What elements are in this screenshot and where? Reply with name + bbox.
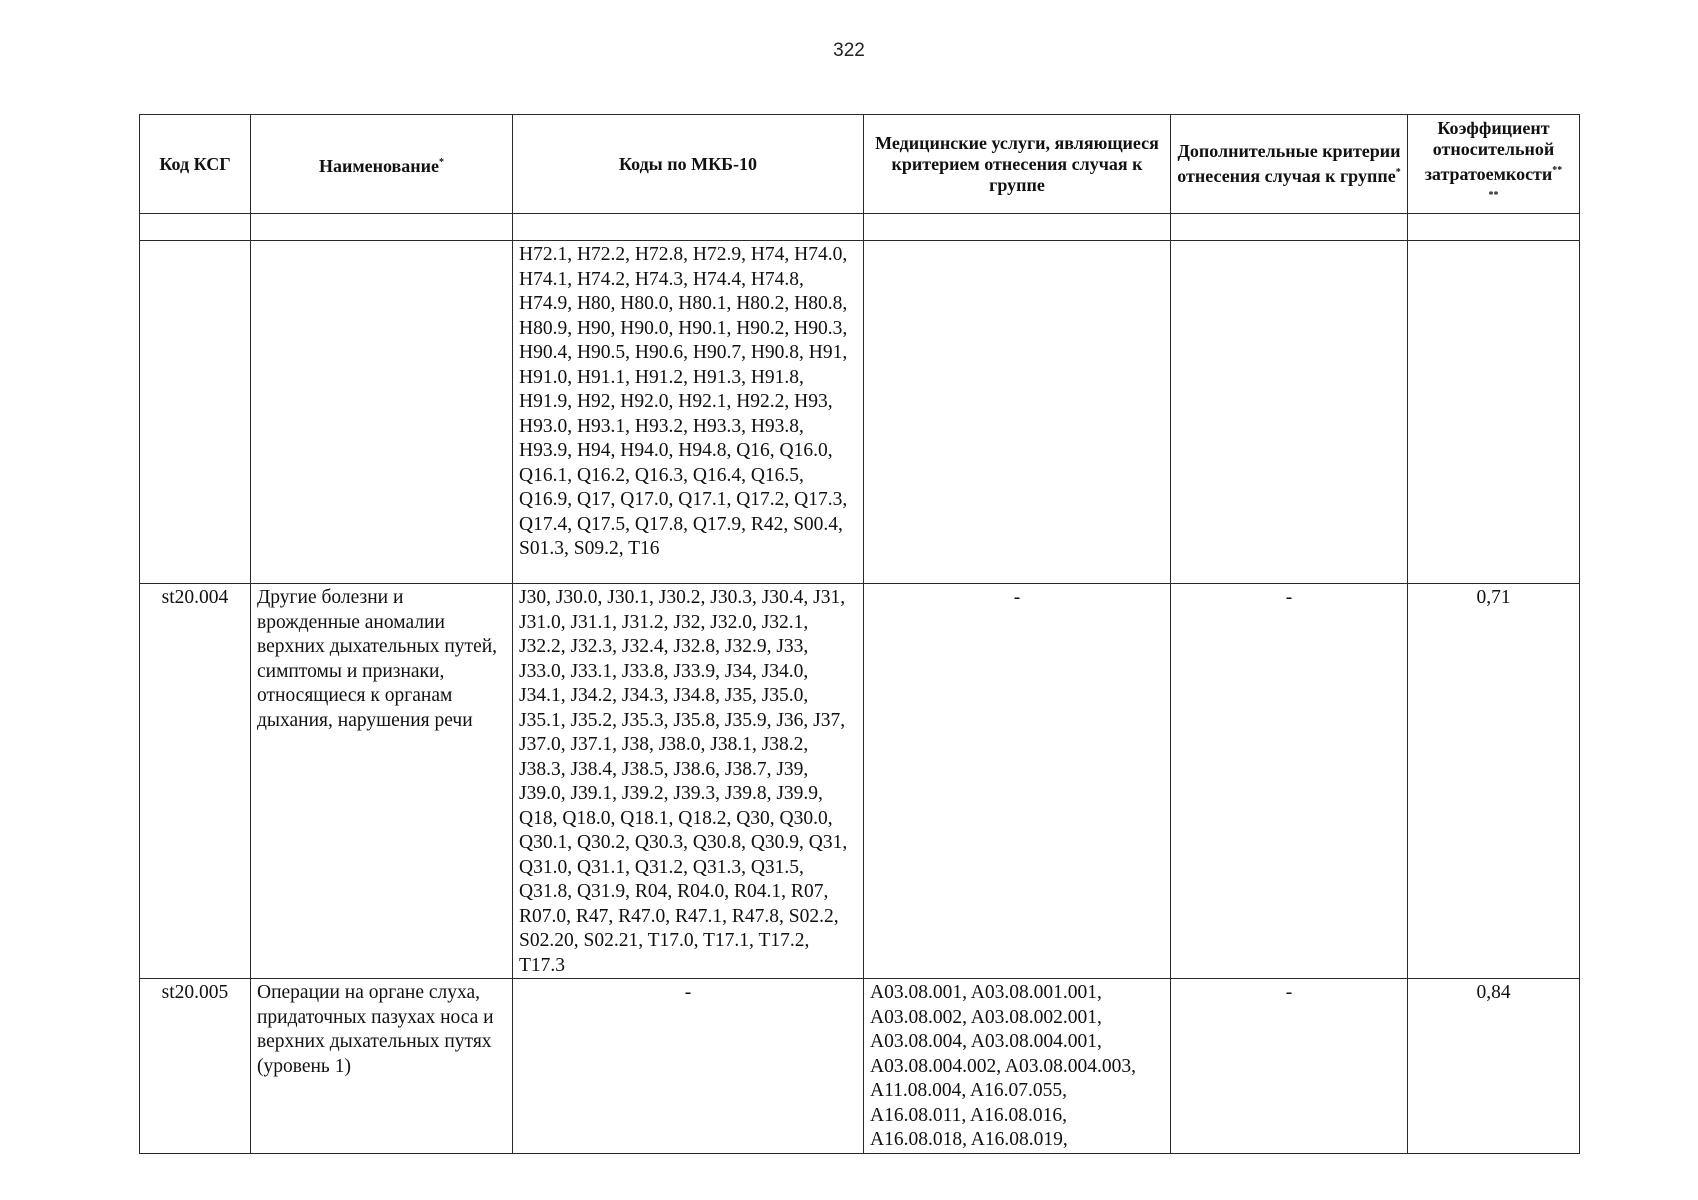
cell-code: st20.005	[140, 979, 251, 1154]
cell-services	[864, 241, 1171, 584]
cell-name: Другие болезни и врожденные аномалии верхних дыхательных путей, симптомы и признаки, относящиеся к органам дыхания, нарушения речи	[251, 584, 513, 979]
cell-name	[251, 241, 513, 584]
table-row	[140, 979, 1580, 1154]
header-icd-codes: Коды по МКБ-10	[513, 115, 864, 214]
footnote-mark: **	[1488, 190, 1499, 201]
header-services: Медицинские услуги, являющиеся критерием отнесения случая к группе	[864, 115, 1171, 214]
cell-extra-criteria	[1171, 241, 1408, 584]
table-row	[140, 584, 1580, 979]
cell-coefficient	[1408, 241, 1580, 584]
cell-name: Операции на органе слуха, придаточных пазухах носа и верхних дыхательных путях (уровень 1)	[251, 979, 513, 1154]
cell-code: st20.004	[140, 584, 251, 979]
cell-coefficient: 0,71	[1408, 584, 1580, 979]
footnote-mark: *	[1395, 167, 1401, 178]
table-row	[140, 241, 1580, 584]
footnote-mark: *	[439, 156, 444, 168]
header-extra-criteria: Дополнительные критерии отнесения случая к группе*	[1171, 115, 1408, 214]
spacer-row	[140, 214, 1580, 241]
header-row	[140, 115, 1580, 214]
cell-coefficient: 0,84	[1408, 979, 1580, 1154]
cell-extra-criteria: -	[1171, 979, 1408, 1154]
header-coefficient: Коэффициент относительной затратоемкости** **	[1408, 115, 1580, 214]
cell-extra-criteria: -	[1171, 584, 1408, 979]
header-code: Код КСГ	[140, 115, 251, 214]
ksg-table	[139, 114, 1580, 1154]
cell-services: A03.08.001, A03.08.001.001, A03.08.002, A03.08.002.001, A03.08.004, A03.08.004.001, A03.08.004.002, A03.08.004.003, A11.08.004, A16.07.055, A16.08.011, A16.08.016, A16.08.018, A16.08.019,	[864, 979, 1171, 1154]
cell-icd-codes: H72.1, H72.2, H72.8, H72.9, H74, H74.0, H74.1, H74.2, H74.3, H74.4, H74.8, H74.9, H80, H80.0, H80.1, H80.2, H80.8, H80.9, H90, H90.0, H90.1, H90.2, H90.3, H90.4, H90.5, H90.6, H90.7, H90.8, H91, H91.0, H91.1, H91.2, H91.3, H91.8, H91.9, H92, H92.0, H92.1, H92.2, H93, H93.0, H93.1, H93.2, H93.3, H93.8, H93.9, H94, H94.0, H94.8, Q16, Q16.0, Q16.1, Q16.2, Q16.3, Q16.4, Q16.5, Q16.9, Q17, Q17.0, Q17.1, Q17.2, Q17.3, Q17.4, Q17.5, Q17.8, Q17.9, R42, S00.4, S01.3, S09.2, T16	[513, 241, 864, 584]
cell-icd-codes: -	[513, 979, 864, 1154]
page-number: 322	[833, 40, 865, 61]
header-name: Наименование*	[251, 115, 513, 214]
cell-icd-codes: J30, J30.0, J30.1, J30.2, J30.3, J30.4, J31, J31.0, J31.1, J31.2, J32, J32.0, J32.1, J32.2, J32.3, J32.4, J32.8, J32.9, J33, J33.0, J33.1, J33.8, J33.9, J34, J34.0, J34.1, J34.2, J34.3, J34.8, J35, J35.0, J35.1, J35.2, J35.3, J35.8, J35.9, J36, J37, J37.0, J37.1, J38, J38.0, J38.1, J38.2, J38.3, J38.4, J38.5, J38.6, J38.7, J39, J39.0, J39.1, J39.2, J39.3, J39.8, J39.9, Q18, Q18.0, Q18.1, Q18.2, Q30, Q30.0, Q30.1, Q30.2, Q30.3, Q30.8, Q30.9, Q31, Q31.0, Q31.1, Q31.2, Q31.3, Q31.5, Q31.8, Q31.9, R04, R04.0, R04.1, R07, R07.0, R47, R47.0, R47.1, R47.8, S02.2, S02.20, S02.21, T17.0, T17.1, T17.2, T17.3	[513, 584, 864, 979]
cell-services: -	[864, 584, 1171, 979]
cell-code	[140, 241, 251, 584]
footnote-mark: **	[1552, 165, 1563, 176]
